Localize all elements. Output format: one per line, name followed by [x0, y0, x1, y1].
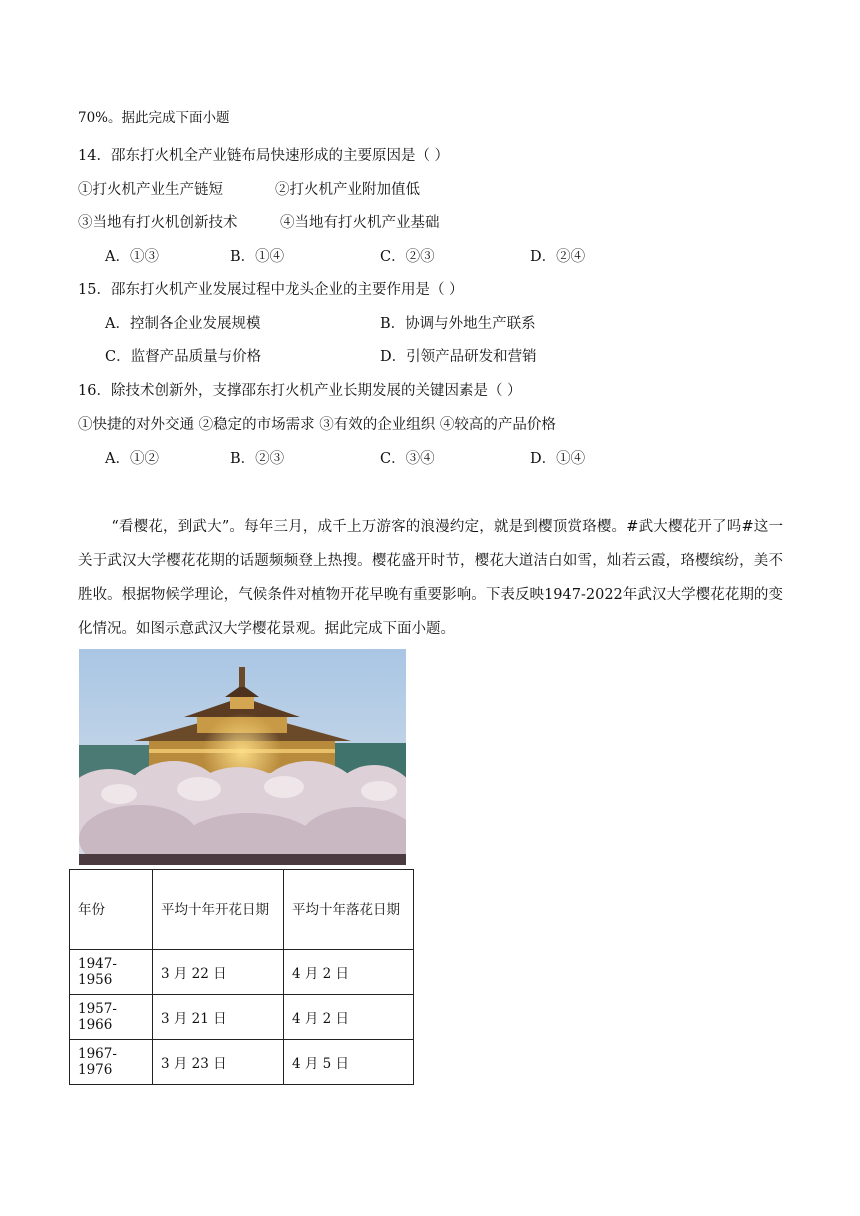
cell-fall: 4 月 5 日	[284, 1040, 414, 1085]
q16-option-b[interactable]: B．②③	[230, 451, 285, 467]
q14-option-c[interactable]: C．②③	[380, 249, 435, 265]
cherry-blossom-photo	[79, 649, 406, 865]
q14-option-b[interactable]: B．①④	[230, 249, 285, 265]
passage: “看樱花，到武大”。每年三月，成千上万游客的浪漫约定，就是到樱顶赏珞樱。#武大樱花开了吗#这一关于武汉大学樱花花期的话题频频登上热搜。樱花盛开时节，樱花大道洁白如雪，灿若云霞，珞樱缤纷，美不胜收。根据物候学理论，气候条件对植物开花早晚有重要影响。下表反映1947-2022年武汉大学樱花花期的变化情况。如图示意武汉大学樱花景观。据此完成下面小题。	[78, 519, 783, 637]
q15-option-d[interactable]: D．引领产品研发和营销	[380, 349, 537, 365]
cell-year: 1957-1966	[70, 995, 153, 1040]
header-year: 年份	[70, 870, 153, 950]
cell-year: 1967-1976	[70, 1040, 153, 1085]
table-row	[70, 950, 414, 995]
table-header-row	[70, 870, 414, 950]
cell-bloom: 3 月 21 日	[153, 995, 284, 1040]
q16-statements: ①快捷的对外交通 ②稳定的市场需求 ③有效的企业组织 ④较高的产品价格	[78, 417, 556, 433]
q14-statement-4: ④当地有打火机产业基础	[280, 215, 440, 231]
blossom-period-table	[69, 869, 414, 1085]
q14-stem: 14．邵东打火机全产业链布局快速形成的主要原因是（ ）	[78, 148, 450, 164]
q14-option-a[interactable]: A．①③	[105, 249, 159, 265]
cell-year: 1947-1956	[70, 950, 153, 995]
header-fall-date: 平均十年落花日期	[284, 870, 414, 950]
q14-option-d[interactable]: D．②④	[530, 249, 586, 265]
cell-bloom: 3 月 23 日	[153, 1040, 284, 1085]
intro-tail: 70%。据此完成下面小题	[78, 110, 230, 126]
q16-option-a[interactable]: A．①②	[105, 451, 159, 467]
q15-option-a[interactable]: A．控制各企业发展规模	[105, 316, 261, 332]
table-row	[70, 995, 414, 1040]
q14-statement-3: ③当地有打火机创新技术	[78, 215, 238, 231]
q16-option-c[interactable]: C．③④	[380, 451, 435, 467]
q16-option-d[interactable]: D．①④	[530, 451, 586, 467]
q16-stem: 16．除技术创新外，支撑邵东打火机产业长期发展的关键因素是（ ）	[78, 383, 522, 399]
cell-fall: 4 月 2 日	[284, 950, 414, 995]
cell-fall: 4 月 2 日	[284, 995, 414, 1040]
header-bloom-date: 平均十年开花日期	[153, 870, 284, 950]
q14-statement-1: ①打火机产业生产链短	[78, 182, 223, 198]
q14-statement-2: ②打火机产业附加值低	[275, 182, 420, 198]
q15-stem: 15．邵东打火机产业发展过程中龙头企业的主要作用是（ ）	[78, 282, 464, 298]
table-row	[70, 1040, 414, 1085]
q15-option-c[interactable]: C．监督产品质量与价格	[105, 349, 262, 365]
q15-option-b[interactable]: B．协调与外地生产联系	[380, 316, 536, 332]
cell-bloom: 3 月 22 日	[153, 950, 284, 995]
